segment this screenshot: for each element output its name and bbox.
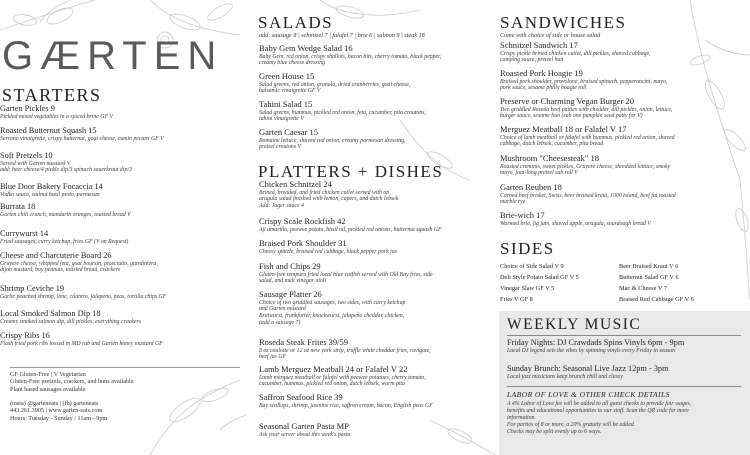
salad-item-name: Green House 15 (259, 71, 315, 81)
starter-item-description: Garten chili crunch, mandarin oranges, toasted bread V (0, 211, 131, 218)
platter-item (259, 422, 499, 438)
side-item: Deli Style Potato Salad GF V 5 (500, 274, 579, 281)
legend-line: Plant based sausages available (10, 385, 86, 393)
side-item: Beer Braised Kraut V 6 (619, 263, 679, 270)
starter-item (0, 331, 246, 347)
footer-divider (10, 367, 240, 368)
starter-item (0, 104, 246, 120)
sandwich-item-description: Two griddled Roseda beef patties with cheddar, dill pickles, onion, lettuce, (500, 106, 673, 113)
sandwich-item (500, 97, 750, 120)
sandwich-item-description: cabbage, dutch lebsek, cucumber, pita bread (500, 141, 604, 148)
side-item: Mac & Cheese V 7 (619, 285, 668, 292)
starter-item (0, 151, 246, 174)
platter-item (259, 290, 499, 327)
side-item: Choice of Side Salad V 9 (500, 263, 564, 270)
sandwich-item-description: Warmed brie, fig jam, shaved apple, arugula, sourdough bread V (500, 220, 651, 227)
platter-item (259, 262, 499, 285)
side-item: Fries V GF 8 (500, 296, 533, 303)
sandwich-item-name: Merguez Meatball 18 or Falafel V 17 (500, 124, 627, 134)
phone-website: 443.261.3905 | www.garten-eats.com (10, 407, 103, 415)
platter-item-name: Crispy Scale Rockfish 42 (259, 216, 346, 226)
salad-item-name: Tahini Salad 15 (259, 99, 313, 109)
sandwich-item-name: Brie-wich 17 (500, 210, 545, 220)
music-event-name: Friday Nights: DJ Crawdads Spins Vinyls 6pm - 9pm (507, 338, 685, 347)
platter-item-description: Choice of two griddled sausages, two sides, with curry ketchup (259, 299, 406, 306)
labor-line: information. (507, 414, 536, 421)
labor-of-love-text (507, 401, 743, 436)
music-divider (507, 335, 741, 336)
platter-item-name: Sausage Platter 26 (259, 289, 322, 299)
starter-item-name: Burrata 18 (0, 202, 36, 211)
platter-item (259, 239, 499, 255)
social-handles: (insta) @garteneats | (fb) garteneats (10, 400, 99, 407)
sandwich-item (500, 69, 750, 92)
sandwich-item-name: Garten Reuben 18 (500, 182, 562, 192)
platter-item-description: salad, and malt vinegar aioli (259, 278, 327, 285)
sandwich-item-name: Preserve or Charming Vegan Burger 20 (500, 96, 635, 106)
sandwich-item-description: mayo, foot-long pretzel sub roll V (500, 170, 578, 177)
starter-item-description: Serrano vinaigrette, crispy butternut, goat cheese, cumin pecans GF V (0, 135, 164, 142)
sandwich-item (500, 41, 750, 64)
starter-item-description: dijon mustard, boy peanuts, toasted bread, crackers (0, 267, 121, 274)
platter-item-name: Roseda Steak Frites 39/59 (259, 337, 349, 347)
platter-item-name: Braised Pork Shoulder 31 (259, 238, 347, 248)
legend-line: Gluten-Free pretzels, crackers, and buns available (10, 378, 134, 386)
music-event-name: Sunday Brunch: Seasonal Live Jazz 12pm - 3pm (507, 364, 669, 373)
starter-item (0, 284, 246, 300)
salad-item-description: Salad greens, hummus, pickled red onion, feta, cucumber, pita croutons, (259, 109, 426, 116)
platter-item-description: Aji amarillo, peewee potato, basil oil, pickled red onions, butternut squash GF (259, 226, 442, 233)
music-divider (507, 386, 741, 387)
starter-item-name: Crispy Ribs 16 (0, 331, 50, 340)
platter-item (259, 338, 499, 361)
starter-item-description: Vodka sauce, walnut basil pesto, parmesan (0, 191, 100, 198)
labor-line: benefits and educational opportunities to our staff. Scan the QR code for more (507, 407, 689, 414)
platter-item-description: Ask your server about this week's pasta (259, 431, 351, 438)
platter-item-description: Brined, breaded, and fried chicken cutlet served with an (259, 189, 390, 196)
platter-item-description: Add: Jager sauce 4 (259, 203, 304, 210)
starter-item-description: Pickled mixed vegetables in a spiced brine GF V (0, 113, 113, 120)
starter-item-name: Shrimp Ceviche 19 (0, 284, 65, 293)
starter-item (0, 126, 246, 142)
hours: Hours: Tuesday - Sunday / 11am - 9pm (10, 414, 108, 422)
starter-item-name: Soft Pretzels 10 (0, 151, 53, 160)
sandwich-item-description: marble rye (500, 199, 526, 206)
platter-item-name: Fish and Chips 29 (259, 261, 321, 271)
contact-info (10, 400, 107, 422)
platter-item-name: Lamb Merguez Meatball 24 or Falafel V 22 (259, 364, 408, 374)
salad-item (259, 128, 499, 151)
starter-item (0, 182, 246, 198)
salad-item (259, 100, 499, 123)
platter-item-description: cucumber, hummus, pickled red onion, dutch lebsek, warm pita (259, 381, 405, 388)
sandwich-item-description: camping sauce, pretzel bun (500, 57, 564, 64)
sandwich-item (500, 211, 750, 227)
salad-item (259, 72, 499, 95)
sandwich-item-name: Roasted Pork Hoagie 19 (500, 68, 583, 78)
labor-line: A 4% Labor of Love fee will be added to all guest checks to provide fair wages, (507, 401, 692, 407)
side-item: Braised Red Cabbage GF V 6 (619, 296, 694, 303)
salad-item-description: Salad greens, red onion, granola, dried cranberries, goat cheese, (259, 81, 411, 88)
salad-item-description: tahini vinaigrette V (259, 116, 304, 123)
garten-logo: GÆRTEN (2, 34, 224, 78)
platter-item-description: Bratwurst, frankfurter, knockwurst, jalapeño cheddar, chicken, (259, 313, 405, 320)
starter-item-description: Fried sausages, curry ketchup, fries GF (V on Request) (0, 238, 129, 245)
salad-item (259, 44, 499, 67)
music-event-desc: Local DJ legend sets the vibes by spinning vinyls every Friday in season (507, 348, 676, 354)
sandwich-item-name: Schnitzel Sandwich 17 (500, 40, 578, 50)
sandwich-item-description: Roasted creminis, sweet pickles, Gruyere cheese, shredded lettuce, smoky (500, 163, 671, 170)
platter-item-description: Lamb merguez meatball or falafel with peewee potatoes, cherry tomato, (259, 374, 426, 381)
side-item: Vinegar Slaw GF V 5 (500, 285, 555, 292)
starter-item (0, 202, 246, 218)
sandwich-item (500, 125, 750, 148)
salads-addons: add: sausage 8 | schnitzel 7 | falafel 7 | brie 6 | salmon 9 | steak 18 (259, 32, 425, 39)
starter-item-name: Local Smoked Salmon Dip 18 (0, 309, 101, 318)
platter-item-description: Bay scallops, shrimp, jasmine rice, saffron cream, bacon, English peas GF (259, 402, 433, 409)
platter-item (259, 217, 499, 233)
platter-item-description: and Garten mustard (259, 306, 306, 313)
salad-item-name: Baby Gem Wedge Salad 16 (259, 43, 353, 53)
starter-item (0, 229, 246, 245)
platter-item (259, 180, 499, 210)
salad-item-description: pretzel croutons V (259, 144, 302, 151)
side-item: Butternut Salad GF V 6 (619, 274, 679, 281)
sandwich-item-name: Mushroom "Cheesesteak" 18 (500, 153, 600, 163)
labor-line: Checks may be split evenly up to 6 ways. (507, 428, 602, 435)
legend-line: GF Gluten-Free | V Vegetarian (10, 371, 86, 378)
platters-title: PLATTERS + DISHES (258, 162, 444, 181)
sandwiches-title: SANDWICHES (500, 13, 627, 32)
platter-item-name: Saffron Seafood Rice 39 (259, 392, 343, 402)
labor-of-love-title: LABOR OF LOVE & OTHER CHECK DETAILS (507, 390, 670, 399)
salad-item-description: creamy blue cheese dressing (259, 60, 326, 67)
starter-item-description: add: beer cheese/4 pickle dip/3 spinach sauerkraut dip/3 (0, 167, 132, 174)
starter-item-description: Served with Garten mustard V (0, 160, 71, 167)
sandwich-item-description: burger sauce, sesame bun (sub one pumpkin seed patty for V) (500, 113, 643, 120)
salads-title: SALADS (258, 13, 334, 32)
starter-item (0, 309, 246, 325)
platter-item-description: 8 oz coulotte or 12 oz new york strip, truffle white cheddar fries, ravigote, (259, 347, 431, 354)
platter-item-name: Chicken Schnitzel 24 (259, 179, 332, 189)
starter-item-description: Creamy smoked salmon dip, dill pickles, everything crackers (0, 318, 141, 325)
platter-item (259, 365, 499, 388)
sandwich-item-description: Braised pork shoulder, provolone, braised spinach, pepperoncini, mayo, (500, 78, 668, 85)
platter-item-description: arugula salad finished with lemon, capers, and dutch lebsek (259, 196, 399, 203)
weekly-music-panel (499, 311, 750, 455)
salad-item-description: Baby Gem, red onion, crispy shallots, bacon bits, cherry tomato, black pepper, (259, 53, 442, 60)
starter-item-name: Garten Pickles 9 (0, 104, 55, 113)
sides-title: SIDES (500, 239, 555, 258)
music-title: WEEKLY MUSIC (507, 316, 642, 333)
salad-item-name: Garten Caesar 15 (259, 127, 319, 137)
sandwiches-subtitle: Come with choice of side or house salad (500, 32, 601, 39)
platter-item-description: (add a sausage 7) (259, 320, 301, 327)
sandwich-item-description: Corned beef brisket, Swiss, beer braised kraut, 1000 island, beef fat toasted (500, 192, 676, 199)
salad-item-description: Romaine lettuce, shaved red onion, creamy parmesan dressing, (259, 137, 406, 144)
platter-item-description: Gluten-free tempura fried local blue catfish served with Old Bay fries, side (259, 271, 433, 278)
platter-item-description: Cheesy spätzle, braised red cabbage, black pepper pork jus (259, 248, 397, 255)
sandwich-item-description: pork sauce, sesame philly hoagie roll (500, 85, 587, 92)
sandwich-item-description: Crispy pickle brined chicken cutlet, dill pickles, shaved cabbage, (500, 50, 651, 57)
platter-item-description: beef jus GF (259, 354, 287, 361)
starter-item-name: Cheese and Charcuterie Board 26 (0, 251, 112, 260)
starter-item-name: Blue Door Bakery Focaccia 14 (0, 182, 103, 191)
salad-item-description: balsamic vinaigrette GF V (259, 88, 321, 95)
sandwich-item (500, 183, 750, 206)
platter-item (259, 393, 499, 409)
music-event-desc: Local jazz musicians keep brunch chill and classy (507, 374, 623, 380)
dietary-legend (10, 371, 134, 393)
sandwich-item (500, 154, 750, 177)
starters-title: STARTERS (2, 85, 102, 105)
starter-item-name: Roasted Butternut Squash 15 (0, 126, 97, 135)
starter-item-description: Garlic poached shrimp, lime, cilantro, jalapeno, peas, tortilla chips GF (0, 293, 167, 300)
starter-item-description: Flash fried pork ribs tossed in MD rub and Garten honey mustard GF (0, 340, 163, 347)
starter-item-description: Gruyere cheese, whipped feta, goat boursin, prosciutto, giardiniera, (0, 260, 158, 267)
starter-item (0, 251, 246, 274)
platter-item-name: Seasonal Garten Pasta MP (259, 421, 349, 431)
starter-item-name: Currywurst 14 (0, 229, 49, 238)
sandwich-item-description: Choice of lamb meatball or falafel with hummus, pickled red onion, shaved (500, 134, 675, 141)
labor-line: For parties of 8 or more, a 20% gratuity will be added. (507, 421, 636, 428)
